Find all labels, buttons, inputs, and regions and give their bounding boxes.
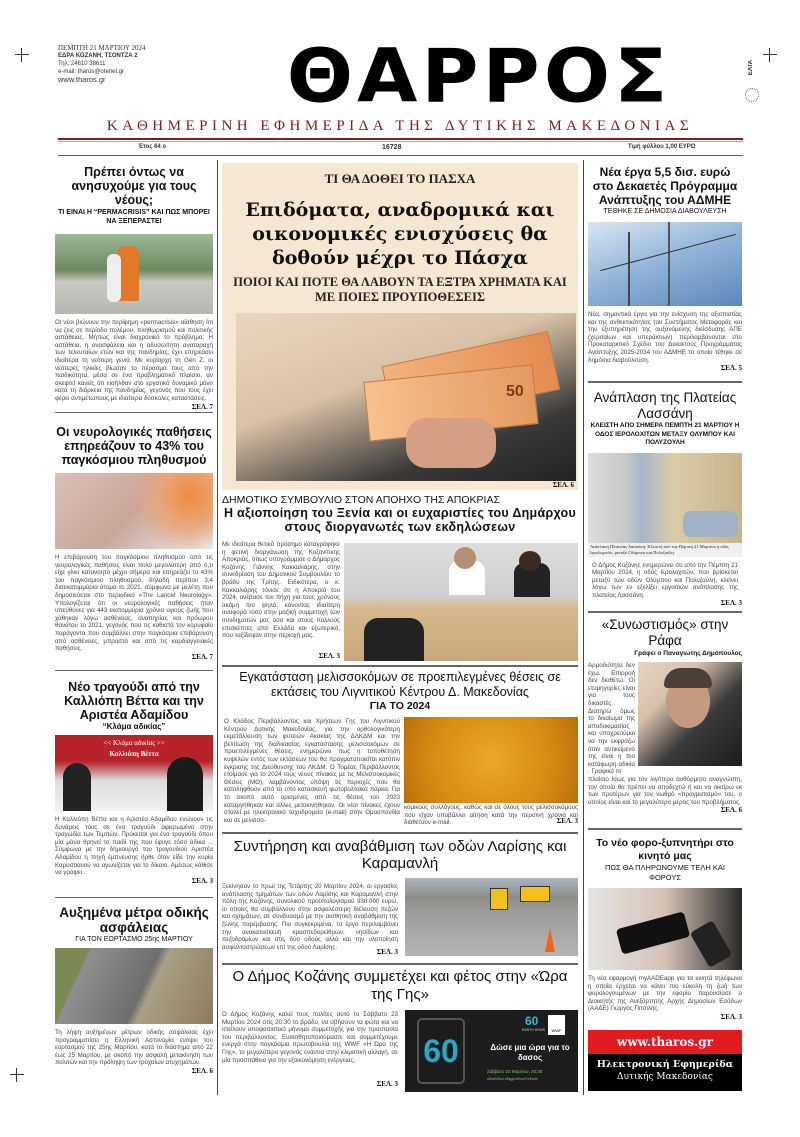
subheadline: “Κλάμα αδικίας” [102, 722, 166, 731]
subheadline: ΓΙΑ ΤΟ 2024 [369, 700, 431, 712]
divider [222, 665, 578, 667]
headline[interactable]: Νέα έργα 5,5 δισ. ευρώ στο Δεκαετές Πρόγραμμα Ανάπτυξης του ΑΔΜΗΕ [592, 165, 738, 207]
article-roads[interactable] [222, 838, 578, 956]
headline[interactable]: «Συνωστισμός» στην Ράφα [601, 617, 729, 648]
council-photo [344, 543, 578, 661]
article-body: Τη λήψη αυξημένων μέτρων οδικής ασφάλειας έχει προγραμματίσει η Ελληνική Αστυνομία ενόψει του εορτασμού της 25ης Μαρτίου, κατά το διάστημα από 22 έως 25 Μαρτίου, με σκοπό την ασφαλή μετακίνηση των πολιτών και την πρόληψη των τροχαίων ατυχημάτων. [55, 1029, 213, 1067]
article-body: Ο Κλάδος Περιβάλλοντος και Χρήσεων Γης του Λιγνιτικού Κέντρου Δυτικής Μακεδονίας, για την ορθολογικότερη εκμετάλλευση των φυτειών Ακακίας της ΔΛΚΔΜ και την βελτίωση της διαδικασίας εγκατάστασης μελισσοκόμων σε προεπιλεγμένες θέσεις, ενημερώνει πως η τοποθέτηση κυψελών εντός των εκτάσεων του θα πραγματοποιείται κατόπιν έγκρισης της Διεύθυνσης του ΛΚΔΜ. Ο Τομέας Περιβάλλοντος ετοίμασε για το 2024 τους νέους πίνακες με τις Μελισσοκομικές Θέσεις (ΜΘ), λαμβάνοντας υπόψη τις περιοχές που θα καταληφθούν από τα υπό κατασκευή φωτοβολταϊκά πάρκα. Για το σκοπό αυτό ορισμένες από τις θέσεις του 2023 καταργήθηκαν και άλλες μετακινήθηκαν. Οι νέοι πίνακες έχουν σταλεί με ηλεκτρονικό ταχυδρομείο (e-mail) στην Ομοσπονδία και σε μελισσο- [224, 718, 400, 824]
article-body: Οι νέοι βιώνουν την περίφημη «permacrisis» αίσθηση ότι να ζεις σε περίοδο πολέμου, πληθωρισμού και πολιτικής αστάθειας. Μήπως είναι διαχρονικό το πρόβλημα; Η αστάθεια, η ανασφάλεια και η αδυσώπητη αναταραχή των τελευταίων ετών και της πανδημίας, έχει επηρεάσει ιδιαίτερα τη νεότερη γενιά. Με κυρίαρχη τη Gen Z, οι νεότερες ηλικίες βίωσαν το πέρασμά τους από την παιδικότητα, μέσα σε ένα προβληματικό πλαίσιο, αν σκεφτεί κανείς ότι εισήλθαν στο εργατικό δυναμικό μόνο κατά τη διάρκεια της πανδημίας, γεγονός που τους έχει φέρει αντιμέτωπους με ιδιαίτερα δύσκολες καταστάσεις. [55, 319, 213, 402]
earth-hour-poster: 60 60 EARTH HOUR WWF Δώσε μια ώρα για το δασος Σάββατο 23 Μαρτίου, 20:30 #EarthHour #BiggestHourForEarth [405, 1010, 578, 1092]
page-reference: ΣΕΛ. 3 [556, 817, 578, 825]
article-body: Νέα, σημαντικά έργα για την ενίσχυση της αξιοπιστίας και της ανθεκτικότητας του Συστήματος Μεταφοράς και την εξυπηρέτηση της αυξανόμενης διείσδυσης ΑΠΕ (χερσαίων και υπεράκτιων) περιλαμβάνονται στο Προκαταρκτικό Σχέδιο του Δεκαετούς Προγράμματος Ανάπτυξης 2025-2034 του ΑΔΜΗΕ το οποίο τέθηκε σε δημόσια διαβούλευση. [588, 311, 742, 364]
article-council[interactable] [222, 494, 578, 660]
page-reference: ΣΕΛ. 3 [191, 876, 213, 885]
elta-logo: ΕΛΤΑ [748, 60, 754, 76]
song-cover-photo: << Κλάμα αδικίας >> Καλλιόπη Βέττα [55, 735, 213, 811]
headline[interactable]: Η αξιοποίηση του Ξενία και οι ευχαριστίες του Δημάρχου στους διοργανωτές των εκδηλώσεων [223, 506, 577, 534]
page-reference: ΣΕΛ. 7 [191, 402, 213, 411]
article-rafah-opinion[interactable] [588, 617, 742, 814]
kicker: ΔΗΜΟΤΙΚΟ ΣΥΜΒΟΥΛΙΟ ΣΤΟΝ ΑΠΟΗΧΟ ΤΗΣ ΑΠΟΚΡΙΑΣ [222, 494, 500, 506]
page-reference: ΣΕΛ. 3 [318, 652, 340, 660]
article-body-continued: κομικούς συλλόγους, καθώς και σε όλους τους μελισσοκόμους που είχαν υποβάλλει αίτηση κατά την περσινή χρονιά και διαθέτουν e-mail. [404, 804, 578, 827]
page-reference: ΣΕΛ. 3 [376, 948, 398, 956]
banner-line2: Δυτικής Μακεδονίας [617, 1072, 713, 1082]
column-divider [583, 160, 584, 1095]
headline[interactable]: Εγκατάσταση μελισσοκόμων σε προεπιλεγμένες θέσεις σε εκτάσεις του Λιγνιτικού Κέντρου Δ. Μακεδονίας [239, 670, 561, 699]
article-permacrisis[interactable] [55, 165, 213, 411]
tagline: ΚΑΘΗΜΕΡΙΝΗ ΕΦΗΜΕΡΙΔΑ ΤΗΣ ΔΥΤΙΚΗΣ ΜΑΚΕΔΟΝΙΑΣ [106, 118, 694, 134]
photo-caption: Ανάπλαση Πλατείας Λασσάνη: Κλειστή από την Πέμπτη 21 Μαρτίου η οδός Ιερολοχιτών, μεταξύ Ολύμπου και Πολυζούλη [588, 543, 742, 557]
newspaper-logo: ΘΑΡΡΟΣ [286, 34, 672, 120]
page-reference: ΣΕΛ. 6 [720, 806, 742, 815]
article-body: Ο Δήμος Κοζάνης καλεί τους πολίτες αυτό το Σάββατο 23 Μαρτίου 2024 στις 20:30 το βράδυ, να σβήσουν τα φώτα και να στείλουν αποφασιστικό μήνυμα συμμετοχής για την προστασία του περιβάλλοντος. Ευαισθητοποιούμαστε και συμμετέχουμε ενεργά στην παγκόσμια πρωτοβουλία της WWF «Η Ώρα της Γης», το μεγαλύτερο γεγονός ενάντια στην κλιματική αλλαγή, σε μία προσπάθεια για την εξοικονόμηση ενέργειας. [222, 1011, 398, 1064]
headline[interactable]: Το νέο φορο-ξυπνητήρι στο κινητό μας [596, 837, 734, 862]
divider [588, 828, 742, 830]
website-link[interactable]: www.tharos.gr [58, 75, 106, 84]
headline[interactable]: Ανάπλαση της Πλατείας Λασσάνη [593, 390, 737, 421]
subheadline: ΤΕΘΗΚΕ ΣΕ ΔΗΜΟΣΙΑ ΔΙΑΒΟΥΛΕΥΣΗ [603, 208, 727, 215]
page-reference: ΣΕΛ. 3 [720, 599, 742, 608]
power-lines-photo [588, 222, 742, 306]
issue-date: ΠΕΜΠΤΗ 21 ΜΑΡΤΙΟΥ 2024 [58, 44, 146, 52]
divider [58, 138, 743, 140]
subheadline: ΚΛΕΙΣΤΗ ΑΠΟ ΣΗΜΕΡΑ ΠΕΜΠΤΗ 21 ΜΑΡΤΙΟΥ Η ΟΔΟΣ ΙΕΡΟΛΟΧΙΤΩΝ ΜΕΤΑΞΥ ΟΛΥΜΠΟΥ ΚΑΙ ΠΟΛΥΖΟΥΛΗ [590, 422, 740, 446]
seal-icon [745, 88, 759, 102]
lead-headline[interactable]: Επιδόματα, αναδρομικά και οικονομικές ενισχύσεις θα δοθούν μέχρι το Πάσχα [245, 199, 555, 269]
hands-photo [55, 473, 213, 549]
divider [55, 670, 213, 671]
page-reference: ΣΕΛ. 3 [376, 1080, 398, 1088]
divider [222, 963, 578, 965]
email: e-mail: tharos@otenet.gr [58, 69, 125, 75]
address: ΕΔΡΑ ΚΟΖΑΝΗ, ΤΣΟΝΤΖΑ 2 [58, 53, 138, 59]
lead-subheadline: ΠΟΙΟΙ ΚΑΙ ΠΟΤΕ ΘΑ ΛΑΒΟΥΝ ΤΑ ΕΞΤΡΑ ΧΡΗΜΑΤΑ ΚΑΙ ΜΕ ΠΟΙΕΣ ΠΡΟΥΠΟΘΕΣΕΙΣ [233, 275, 567, 304]
crop-mark-icon [10, 1068, 24, 1082]
headline[interactable]: Νέο τραγούδι από την Καλλιόπη Βέττα και την Αριστέα Αδαμίδου [64, 680, 204, 722]
divider [55, 897, 213, 898]
banner-line1: Ηλεκτρονική Εφημερίδα [596, 1059, 734, 1070]
headline[interactable]: Ο Δήμος Κοζάνης συμμετέχει και φέτος στην «Ώρα της Γης» [232, 968, 568, 1003]
author: Γράφει ο Παναγιώτης Δημόπουλος [634, 650, 742, 657]
column-divider [217, 160, 218, 1095]
scooter-photo [55, 234, 213, 314]
headline[interactable]: Οι νευρολογικές παθήσεις επηρεάζουν το 43% του παγκόσμιου πληθυσμού [56, 425, 212, 467]
issue-number: 16728 [382, 144, 402, 151]
article-body: Τη νέα εφαρμογή myAADEapp για τα κινητά τηλέφωνα η οποία έρχεται να κάνει πιο εύκολη τη ζωή των φορολογουμένων με την εφορία παρουσίασε ο Διοικητής της Ανεξάρτητης Αρχής Δημοσίων Εσόδων (ΑΑΔΕ) Γιώργος Πιτσιλής. [588, 975, 742, 1013]
article-neurological[interactable] [55, 425, 213, 661]
page-reference: ΣΕΛ. 6 [552, 481, 574, 489]
page-reference: ΣΕΛ. 3 [720, 1012, 742, 1021]
headline[interactable]: Πρέπει όντως να ανησυχούμε για τους νέους; [71, 165, 197, 207]
street-photo [588, 453, 742, 543]
author-photo [638, 662, 742, 766]
article-beekeepers[interactable] [222, 670, 578, 827]
article-body: Ξεκίνησαν το πρωί της Τετάρτης 20 Μαρτίου 2024, οι εργασίες ανάπλασης τμημάτων των οδών Λαρίσης και Καραμανλή στην πόλη της Κοζάνης, συνολικού προϋπολογισμού 930.000 ευρώ, οι οποίες θα συμβάλλουν στην ασφαλέστερη διέλευση πεζών και οχημάτων, σε συνδυασμό με την αισθητική αναβάθμιση της ζώνης παρέμβασης. Πιο συγκεκριμένα, το έργο περιλαμβάνει την ανακατασκευή κρασπεδορείθρων, νησίδων και πεζοδρομίων και στις δύο οδούς αλλά και την υλοποίηση ασφαλτοστρώσεων επί της οδού Λαρίσης. [222, 883, 398, 951]
banner-url[interactable]: www.tharos.gr [588, 1030, 742, 1054]
divider [55, 412, 213, 413]
phone: Τηλ. 24610 38611 [58, 61, 106, 67]
subheadline: ΤΙ ΕΙΝΑΙ Η “PERMACRISIS” ΚΑΙ ΠΩΣ ΜΠΟΡΕΙ ΝΑ ΞΕΠΕΡΑΣΤΕΙ [58, 209, 210, 225]
honeycomb-photo [404, 717, 578, 803]
tharos-web-banner[interactable] [588, 1030, 742, 1091]
article-body: Ο Δήμος Κοζάνης ενημερώνει ότι από την Πέμπτη 21 Μαρτίου 2024, η οδός Ιερολοχιτών, που βρίσκεται μεταξύ των οδών Ολύμπου και Πολυζούλη, κλείνει λόγω των εν εξελίξει εργασιών ανάπλασης της πλατείας Λασσάνη. [592, 561, 738, 599]
article-earth-hour[interactable] [222, 968, 578, 1088]
article-body-continued: πλαίσιο ίσως για τον λιγότερο αυθόρμητο αναγνώστη, τον οποίο θα πρέπει να αποδεχτώ ή και να οικτίρω εκ των προτέρων για τον νωθρό «πραγματισμό» του, ο οποίος είναι και το μεγαλύτερο μέρος του προβλήματος. [588, 775, 742, 806]
divider [222, 832, 578, 834]
phones-photo [588, 888, 742, 970]
subheadline: ΓΙΑ ΤΟΝ ΕΟΡΤΑΣΜΟ 25ης ΜΑΡΤΙΟΥ [75, 936, 193, 943]
article-new-song[interactable] [55, 680, 213, 885]
article-road-safety[interactable] [55, 905, 213, 1075]
roadworks-photo [405, 878, 578, 956]
headline[interactable]: Αυξημένα μέτρα οδικής ασφάλειας [59, 905, 209, 935]
divider [58, 155, 743, 156]
divider [588, 381, 742, 383]
page-reference: ΣΕΛ. 7 [191, 652, 213, 661]
article-body: Αρμοδιότητα δεν έχω. Επιρροή δεν διαθέτω. Οι ετυμηγορίες είναι για τους δικαστές. Διατηρώ όμως το δικαίωμα της αποδοκιμασίας και υποχρεούμαι να την εκφράζω όταν αντικείμενό της είναι η πιο κατάφωρη αδικία . Γραφικό το [588, 662, 635, 776]
divider [588, 611, 742, 613]
subheadline: ΠΩΣ ΘΑ ΠΛΗΡΩΝΟΥΜΕ ΤΕΛΗ ΚΑΙ ΦΟΡΟΥΣ [605, 863, 725, 882]
highway-photo [55, 948, 213, 1024]
crop-mark-icon [763, 48, 777, 62]
price: Τιμή φύλλου 1,00 ΕΥΡΩ [628, 144, 696, 150]
banknotes-photo: 50 [236, 313, 576, 481]
masthead-info [58, 44, 145, 84]
article-admie[interactable] [588, 165, 742, 372]
divider [58, 141, 743, 142]
crop-mark-icon [15, 48, 29, 62]
lead-kicker: ΤΙ ΘΑ ΔΟΘΕΙ ΤΟ ΠΑΣΧΑ [324, 171, 476, 186]
page-reference: ΣΕΛ. 6 [191, 1066, 213, 1075]
year: Έτος 64 ο [138, 144, 167, 150]
article-body: Η Καλλιόπη Βέττα και η Αριστέα Αδαμίδου ενώνουν τις δυνάμεις τους σε ένα τραγούδι αφιερωμένο στην τραγωδία των Τεμπών. Πρόκειται για ένα τραγούδι όπου μία μάνα θρηνεί το παιδί της που έφυγε τόσο άδικα ... Σύμφωνα με την δημιουργό του τραγουδιού Αριστέα Αδαμίδου η πηγή έμπνευσης ήρθε όταν είδε την κυρία Καρυστιανού να αγωνίζεται για το δίκαιο. Αμέσως κάθισε να γράψει . [55, 816, 213, 877]
lead-story[interactable] [222, 163, 578, 490]
headline[interactable]: Συντήρηση και αναβάθμιση των οδών Λαρίσης και Καραμανλή [233, 838, 567, 872]
article-body: Η επιβάρυνση του παγκόσμιου πληθυσμού από τις νευρολογικές παθήσεις είναι πολύ μεγαλύτερη από ό,τι είχε γίνει κατανοητό μέχρι σήμερα και επηρεάζει το 43% του παγκόσμιου πληθυσμού, δηλαδή περίπου 3,4 δισεκατομμύρια άτομα το 2021, σύμφωνα με μελέτη που δημοσιεύεται στο περιοδικό «The Lancet Neurology». Υπολογίζεται ότι οι νευρολογικές παθήσεις ήταν υπεύθυνες για 443 εκατομμύρια χρόνια υγιούς ζωής που χάθηκαν λόγω ασθένειας, αναπηρίας και πρόωρου θανάτου το 2021, γεγονός που τις καθιστά τον κορυφαίο παράγοντα που συμβάλλει στην παγκόσμια επιβάρυνση από ασθένειες, μπροστά και από τις καρδιαγγειακές παθήσεις. [55, 554, 213, 653]
article-lassani-square[interactable] [588, 390, 742, 607]
article-body: Με ιδιαίτερα θετικό πρόσημο καταγράφηκε η φετινή διοργάνωση της Κοζανίτικης Αποκριάς, όπως υπογράμμισε ο Δήμαρχος Κοζάνης Γιάννης Κακκαλιάρης, στην συνεδρίαση του Δημοτικού Συμβουλίου το βράδυ της Τρίτης. Ειδικότερα, ο κ. Κακκαλιάρης τόνισε ότι η Αποκριά του 2024, ανέβασε τον πήχη για τους χρόνους ακόμη πιο ψηλά, κάνοντας ιδιαίτερη αναφορά τόσο στην μαζική συμμετοχή των συνδημοτών μας όσο και στους πολλούς επισκέπτες από Ελλάδα και εξωτερικό, που ταξίδεψαν στην περιοχή μας. [222, 541, 340, 640]
page-reference: ΣΕΛ. 5 [720, 364, 742, 373]
article-tax-app[interactable] [588, 837, 742, 1021]
